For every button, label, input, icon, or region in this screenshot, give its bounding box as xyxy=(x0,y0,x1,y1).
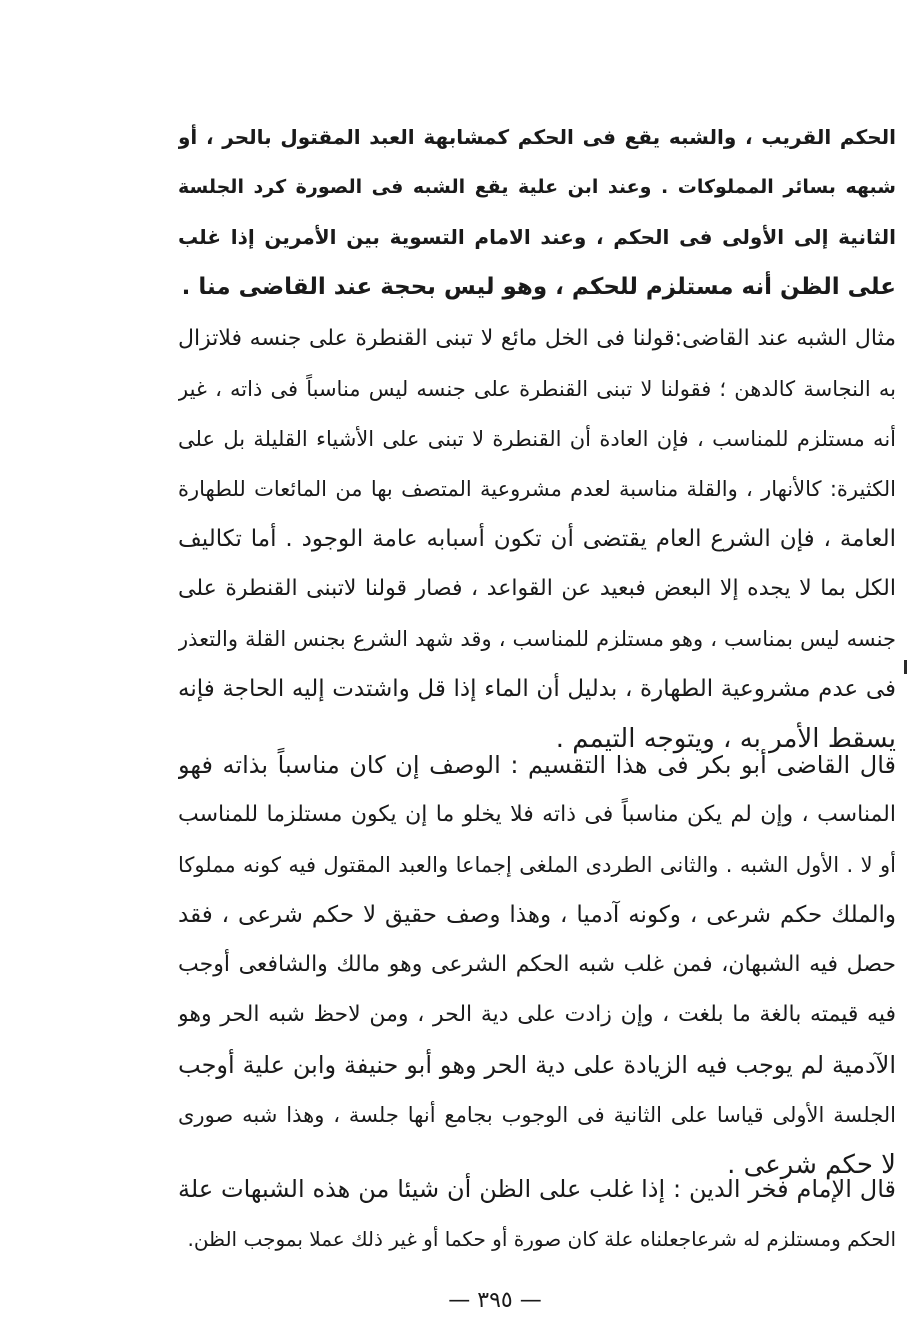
text-line: فيه قيمته بالغة ما بلغت ، وإن زادت على دية الحر ، ومن لاحظ شبه الحر وهو xyxy=(178,1002,896,1027)
text-line: أو لا . الأول الشبه . والثانى الطردى الملغى إجماعا والعبد المقتول فيه كونه مملوكا xyxy=(178,853,896,877)
text-line: الحكم ومستلزم له شرعاجعلناه علة كان صورة أو حكما أو غير ذلك عملا بموجب الظن. xyxy=(187,1227,896,1251)
text-line: والملك حكم شرعى ، وكونه آدميا ، وهذا وصف حقيق لا حكم شرعى ، فقد xyxy=(178,902,896,928)
text-line: الكل بما لا يجده إلا البعض فبعيد عن القواعد ، فصار قولنا لاتبنى القنطرة على xyxy=(178,576,896,601)
text-line: حصل فيه الشبهان، فمن غلب شبه الحكم الشرعى وهو مالك والشافعى أوجب xyxy=(178,952,896,977)
text-line: جنسه ليس بمناسب ، وهو مستلزم للمناسب ، وقد شهد الشرع بجنس القلة والتعذر xyxy=(178,627,896,651)
text-line: مثال الشبه عند القاضى:قولنا فى الخل مائع لا تبنى القنطرة على جنسه فلاتزال xyxy=(178,326,896,351)
page-number: — ٣٩٥ — xyxy=(448,1288,542,1313)
paragraph-2 xyxy=(178,314,896,764)
text-line: أنه مستلزم للمناسب ، فإن العادة أن القنطرة لا تبنى على الأشياء القليلة بل على xyxy=(178,427,896,451)
paragraph-4 xyxy=(178,1164,896,1264)
paragraph-3 xyxy=(178,740,896,1190)
text-line: على الظن أنه مستلزم للحكم ، وهو ليس بحجة عند القاضى منا . xyxy=(181,274,896,300)
text-line: فى عدم مشروعية الطهارة ، بدليل أن الماء إذا قل واشتدت إليه الحاجة فإنه xyxy=(178,676,896,702)
text-line: الجلسة الأولى قياسا على الثانية فى الوجوب بجامع أنها جلسة ، وهذا شبه صورى xyxy=(178,1103,896,1127)
text-line: العامة ، فإن الشرع العام يقتضى أن تكون أسبابه عامة الوجود . أما تكاليف xyxy=(178,526,896,552)
paragraph-1 xyxy=(178,112,896,312)
scan-edge-mark xyxy=(904,660,907,674)
text-line: الآدمية لم يوجب فيه الزيادة على دية الحر وهو أبو حنيفة وابن علية أوجب xyxy=(178,1051,896,1079)
text-line: يسقط الأمر به ، ويتوجه التيمم . xyxy=(555,724,896,754)
text-line: لا حكم شرعى . xyxy=(727,1150,896,1180)
text-line: قال الإمام فخر الدين : إذا غلب على الظن أن شيئا من هذه الشبهات علة xyxy=(178,1175,896,1203)
text-line: الثانية إلى الأولى فى الحكم ، وعند الامام التسوية بين الأمرين إذا غلب xyxy=(178,225,896,249)
text-line: قال القاضى أبو بكر فى هذا التقسيم : الوصف إن كان مناسباً بذاته فهو xyxy=(178,751,896,779)
text-line: به النجاسة كالدهن ؛ فقولنا لا تبنى القنطرة على جنسه ليس مناسباً فى ذاته ، غير xyxy=(178,377,896,401)
text-line: المناسب ، وإن لم يكن مناسباً فى ذاته فلا يخلو ما إن يكون مستلزما للمناسب xyxy=(178,802,896,827)
text-line: الحكم القريب ، والشبه يقع فى الحكم كمشابهة العبد المقتول بالحر ، أو xyxy=(178,125,896,149)
text-line: الكثيرة: كالأنهار ، والقلة مناسبة لعدم مشروعية المتصف بها من المائعات للطهارة xyxy=(178,477,896,501)
text-line: شبهه بسائر المملوكات . وعند ابن علية يقع الشبه فى الصورة كرد الجلسة xyxy=(178,176,896,198)
